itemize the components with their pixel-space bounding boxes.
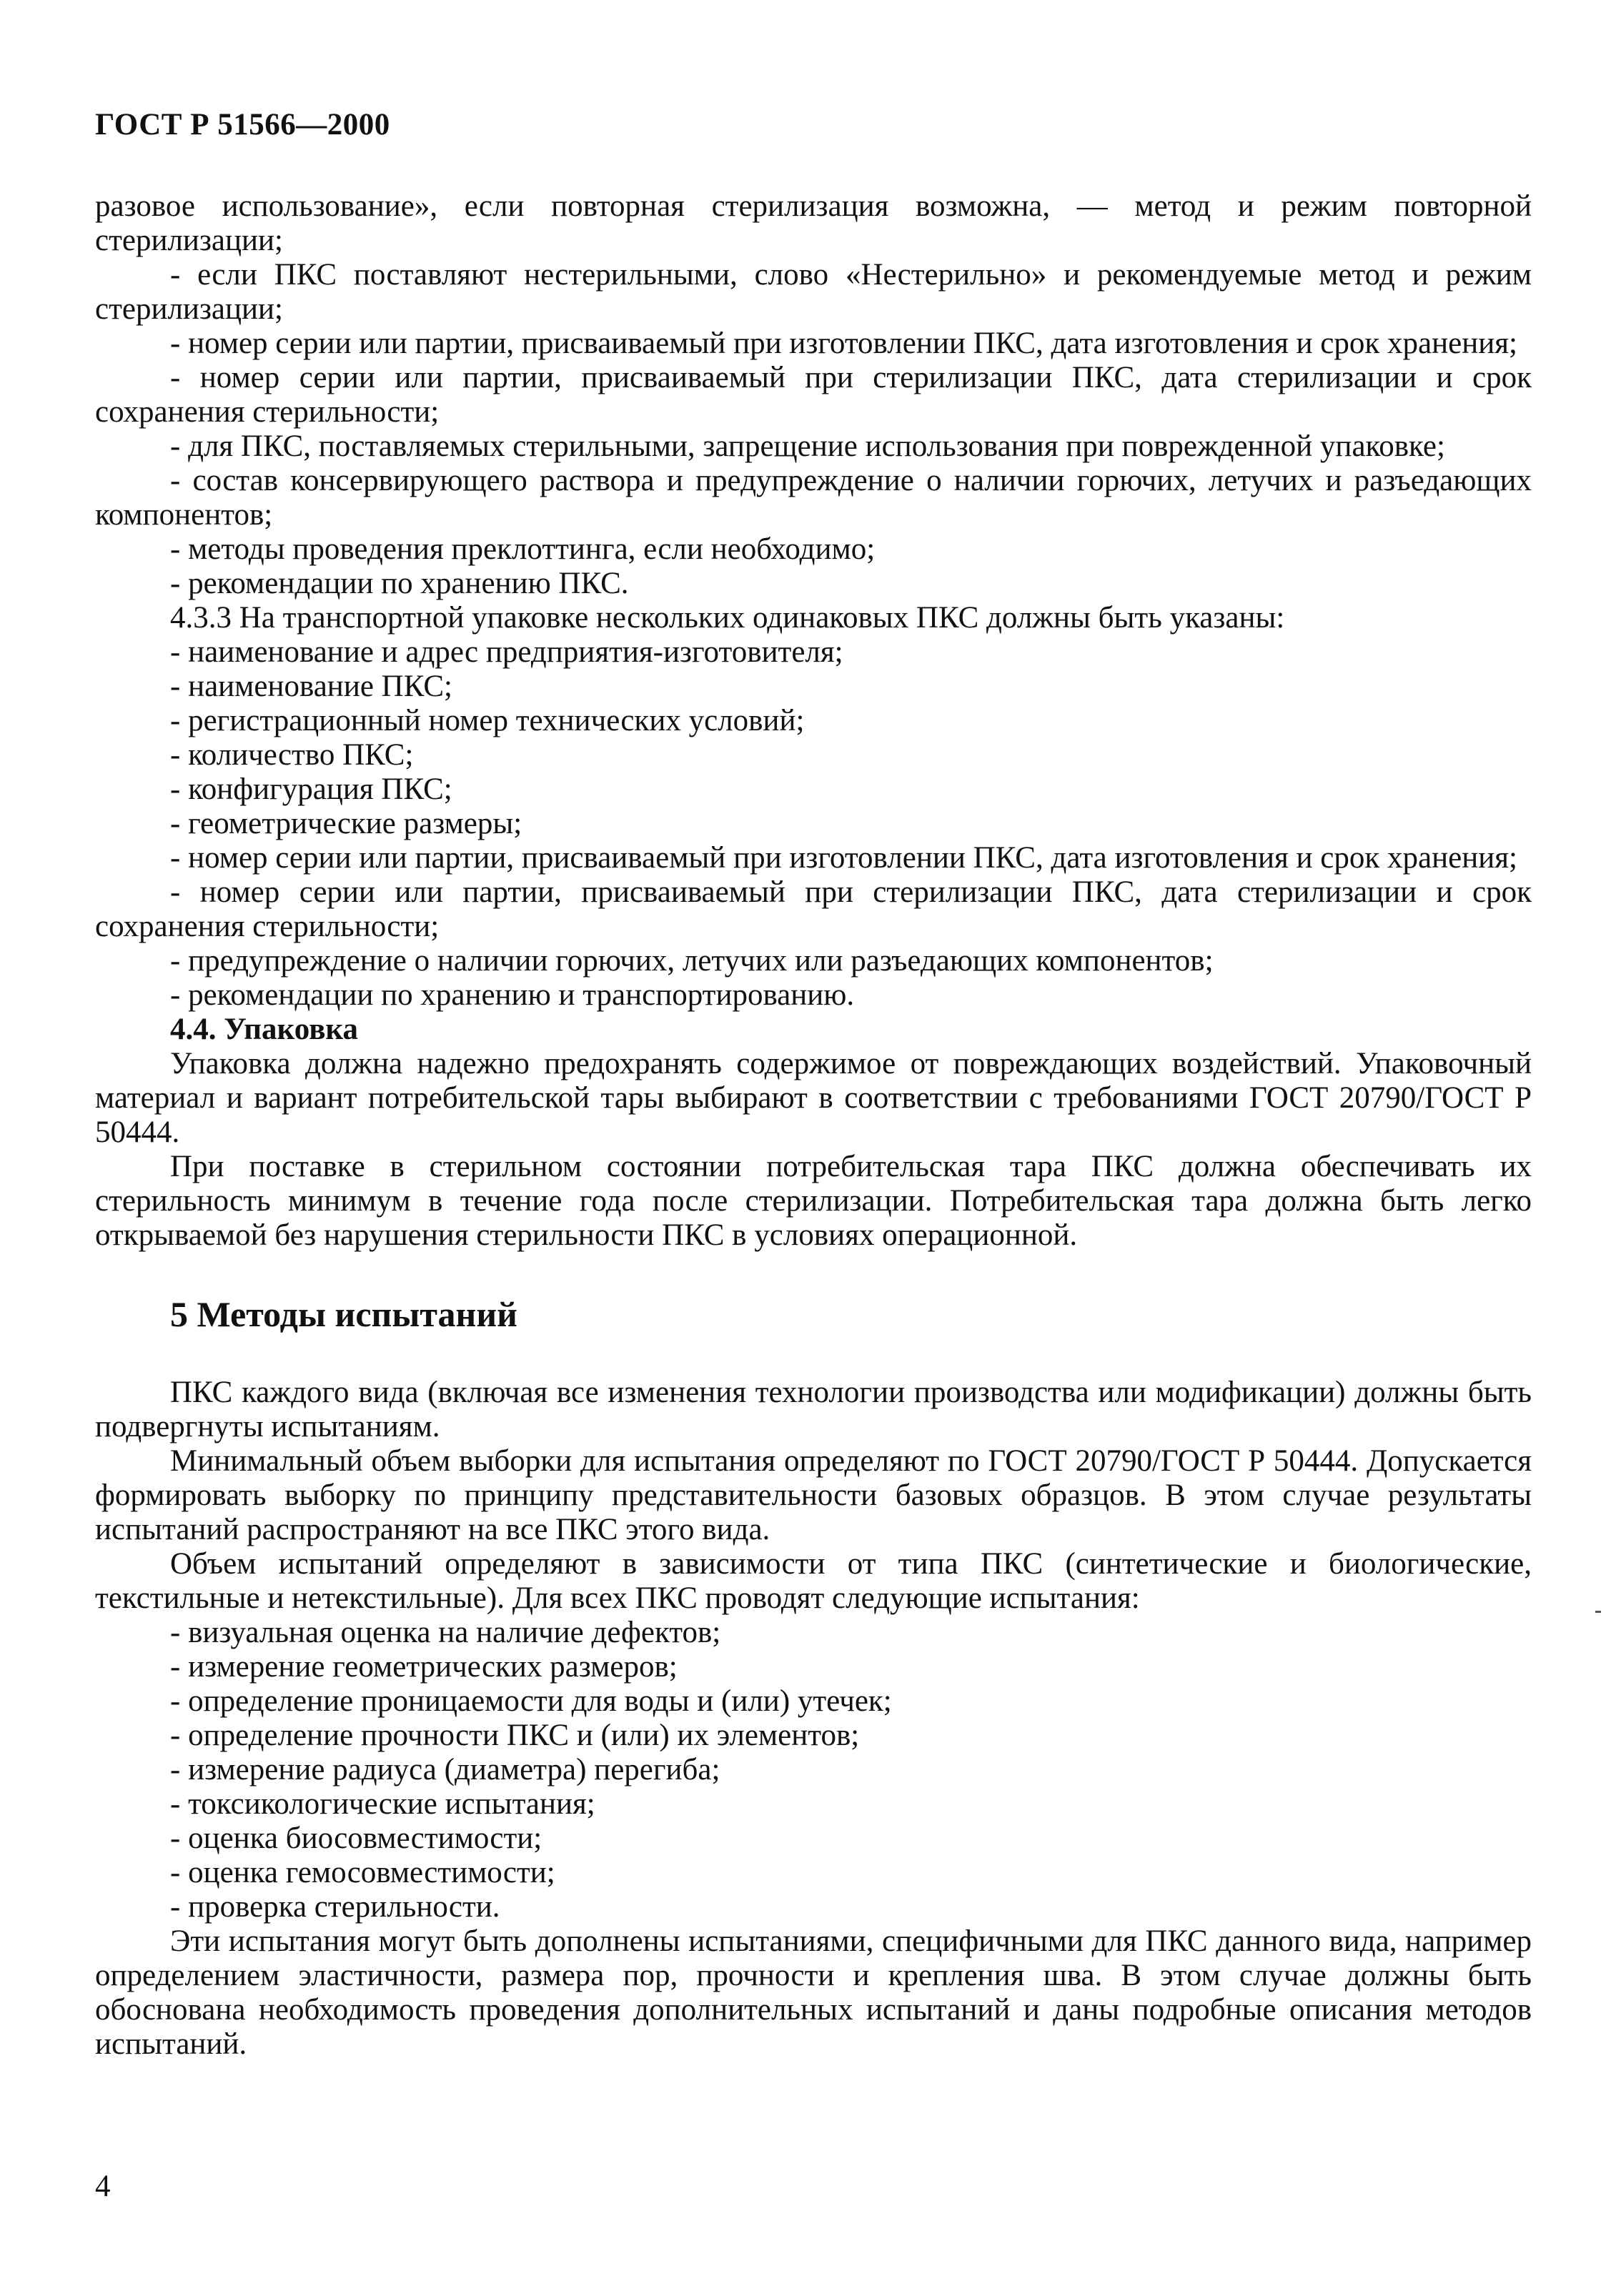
list-item: - визуальная оценка на наличие дефектов; (170, 1616, 721, 1649)
list-item: - номер серии или партии, присваиваемый при изготовлении ПКС, дата изготовления и срок хранения; (170, 841, 1517, 875)
list-item: - токсикологические испытания; (170, 1787, 595, 1821)
document-body (95, 189, 1532, 2062)
list-item: - номер серии или партии, присваиваемый при стерилизации ПКС, дата стерилизации и срок сохранения стерильности; (95, 875, 1532, 943)
list-item: - рекомендации по хранению ПКС. (170, 567, 629, 600)
clause-4-4-heading: 4.4. Упаковка (170, 1013, 359, 1046)
list-item: - определение проницаемости для воды и (или) утечек; (170, 1684, 892, 1718)
section-5-title: 5 Методы испытаний (170, 1294, 517, 1334)
list-item: - методы проведения преклоттинга, если необходимо; (170, 532, 876, 566)
list-item: - наименование ПКС; (170, 670, 452, 703)
list-item: - оценка биосовместимости; (170, 1822, 542, 1855)
list-item: - геометрические размеры; (170, 807, 522, 840)
paragraph: Эти испытания могут быть дополнены испытаниями, специфичными для ПКС данного вида, например определением эластичности, размера пор, прочности и крепления шва. В этом случае должны быть обоснована необходимость проведения дополнительных испытаний и даны подробные описания методов испытаний. (95, 1924, 1532, 2061)
list-item: - предупреждение о наличии горючих, летучих или разъедающих компонентов; (170, 944, 1214, 978)
list-item: - измерение радиуса (диаметра) перегиба; (170, 1753, 720, 1786)
list-item: - номер серии или партии, присваиваемый при стерилизации ПКС, дата стерилизации и срок сохранения стерильности; (95, 361, 1532, 429)
paragraph: ПКС каждого вида (включая все изменения технологии производства или модификации) должны быть подвергнуты испытаниям. (95, 1376, 1532, 1443)
clause-4-3-3-title: 4.3.3 На транспортной упаковке нескольких одинаковых ПКС должны быть указаны: (170, 601, 1285, 635)
list-item: - для ПКС, поставляемых стерильными, запрещение использования при поврежденной упаковке; (170, 429, 1445, 463)
list-item: - оценка гемосовместимости; (170, 1856, 555, 1889)
paragraph-continuation: разовое использование», если повторная стерилизация возможна, — метод и режим повторной стерилизации; (95, 189, 1532, 257)
paragraph: Объем испытаний определяют в зависимости от типа ПКС (синтетические и биологические, текстильные и нетекстильные). Для всех ПКС проводят следующие испытания: (95, 1547, 1532, 1615)
list-item: - определение прочности ПКС и (или) их элементов; (170, 1719, 860, 1752)
list-item: - конфигурация ПКС; (170, 772, 452, 806)
list-item: - если ПКС поставляют нестерильными, слово «Нестерильно» и рекомендуемые метод и режим стерилизации; (95, 258, 1532, 326)
paragraph: При поставке в стерильном состоянии потребительская тара ПКС должна обеспечивать их стерильность минимум в течение года после стерилизации. Потребительская тара должна быть легко открываемой без нарушения стерильности ПКС в условиях операционной. (95, 1150, 1532, 1252)
list-item: - номер серии или партии, присваиваемый при изготовлении ПКС, дата изготовления и срок хранения; (170, 327, 1517, 360)
list-item: - количество ПКС; (170, 738, 414, 772)
list-item: - измерение геометрических размеров; (170, 1650, 678, 1684)
list-item: - рекомендации по хранению и транспортированию. (170, 978, 855, 1012)
list-item: - наименование и адрес предприятия-изготовителя; (170, 635, 843, 669)
list-item: - регистрационный номер технических условий; (170, 704, 805, 737)
paragraph: Минимальный объем выборки для испытания определяют по ГОСТ 20790/ГОСТ Р 50444. Допускается формировать выборку по принципу представительности базовых образцов. В этом случае результаты испытаний распространяют на все ПКС этого вида. (95, 1444, 1532, 1546)
document-header: ГОСТ Р 51566—2000 (95, 108, 390, 141)
list-item: - проверка стерильности. (170, 1890, 500, 1924)
paragraph: Упаковка должна надежно предохранять содержимое от повреждающих воздействий. Упаковочный материал и вариант потребительской тары выбирают в соответствии с требованиями ГОСТ 20790/ГОСТ Р 50444. (95, 1047, 1532, 1149)
list-item: - состав консервирующего раствора и предупреждение о наличии горючих, летучих и разъедающих компонентов; (95, 464, 1532, 532)
scan-mark (1595, 1611, 1601, 1613)
page-number: 4 (95, 2170, 111, 2203)
